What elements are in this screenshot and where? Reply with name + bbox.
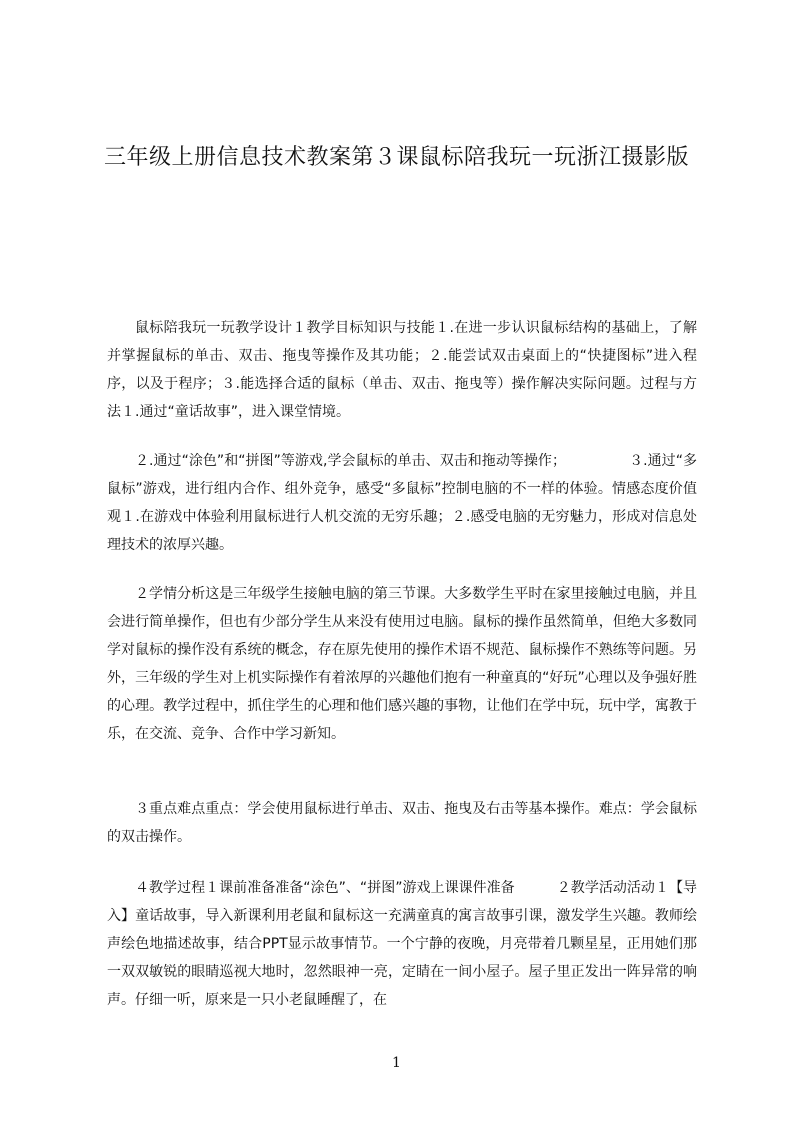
paragraph-objectives: 鼠标陪我玩一玩教学设计１教学目标知识与技能１.在进一步认识鼠标结构的基础上，了解并掌握鼠标的单击、双击、拖曳等操作及其功能；２.能尝试双击桌面上的“快捷图标”进入程序，以及于程序；３.能选择合适的鼠标（单击、双击、拖曳等）操作解决实际问题。过程与方法１.通过“童话故事”，进入课堂情境。	[107, 320, 697, 420]
paragraph-learner-analysis: ２学情分析这是三年级学生接触电脑的第三节课。大多数学生平时在家里接触过电脑，并且会进行简单操作，但也有少部分学生从来没有使用过电脑。鼠标的操作虽然简单，但绝大多数同学对鼠标的操作没有系统的概念，存在原先使用的操作术语不规范、鼠标操作不熟练等问题。另外，三年级的学生对上机实际操作有着浓厚的兴趣他们抱有一种童真的“好玩”心理以及争强好胜的心理。教学过程中，抓住学生的心理和他们感兴趣的事物，让他们在学中玩，玩中学，寓教于乐，在交流、竞争、合作中学习新知。	[107, 586, 697, 742]
paragraph-key-points: ３重点难点重点：学会使用鼠标进行单击、双击、拖曳及右击等基本操作。难点：学会鼠标的双击操作。	[107, 801, 697, 845]
page-number: 1	[392, 1055, 401, 1071]
document-title: 三年级上册信息技术教案第３课鼠标陪我玩一玩浙江摄影版	[103, 145, 689, 170]
paragraph-methods: ２.通过“涂色”和“拼图”等游戏,学会鼠标的单击、双击和拖动等操作； ３.通过“多鼠标”游戏，进行组内合作、组外竞争，感受“多鼠标”控制电脑的不一样的体验。情感态度价值观１.在游戏中体验利用鼠标进行人机交流的无穷乐趣；２.感受电脑的无穷魅力，形成对信息处理技术的浓厚兴趣。	[107, 453, 697, 553]
paragraph-teaching-process: ４教学过程１课前准备准备“涂色”、“拼图”游戏上课课件准备 ２教学活动活动１【导入】童话故事，导入新课利用老鼠和鼠标这一充满童真的寓言故事引课，激发学生兴趣。教师绘声绘色地描述故事，结合PPT显示故事情节。一个宁静的夜晚，月亮带着几颗星星，正用她们那一双双敏锐的眼睛巡视大地时，忽然眼神一亮，定睛在一间小屋子。屋子里正发出一阵异常的响声。仔细一听，原来是一只小老鼠睡醒了，在	[107, 880, 697, 1008]
